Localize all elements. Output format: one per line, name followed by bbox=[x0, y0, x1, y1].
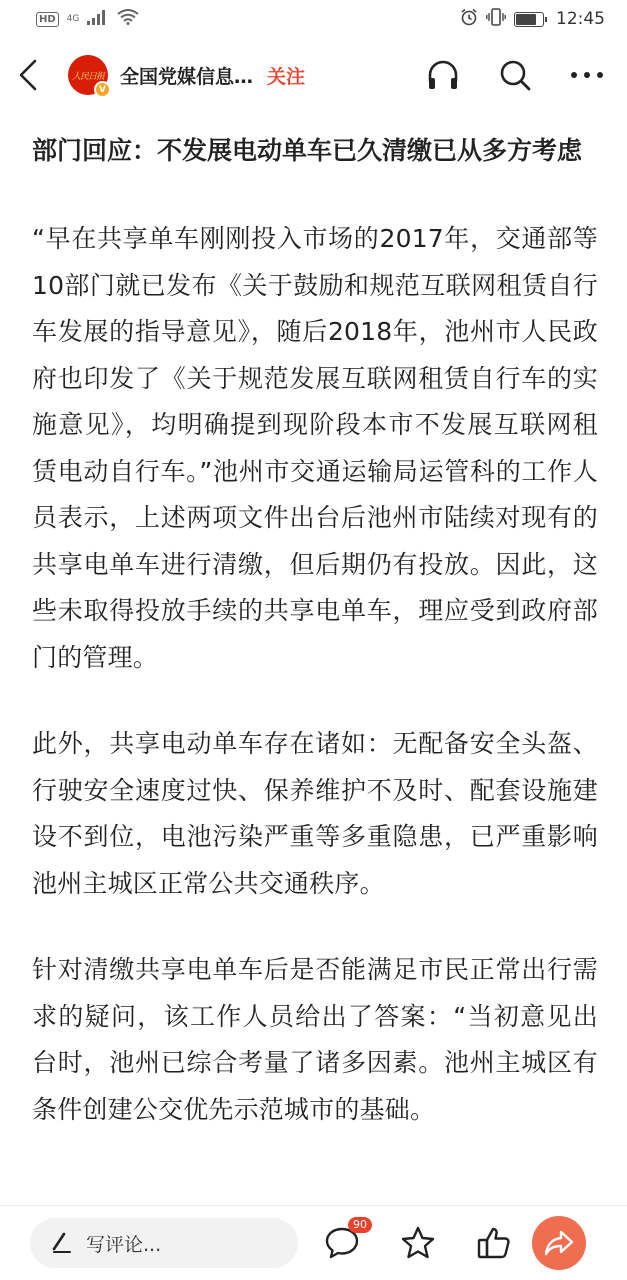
chevron-left-icon bbox=[18, 59, 38, 91]
bottom-action-bar bbox=[0, 1206, 627, 1280]
comment-count-badge: 90 bbox=[348, 1217, 372, 1233]
vibrate-icon bbox=[486, 8, 506, 30]
back-button[interactable] bbox=[18, 52, 54, 98]
follow-button[interactable]: 关注 bbox=[267, 65, 306, 88]
comments-button[interactable] bbox=[322, 1218, 367, 1263]
pen-icon bbox=[50, 1232, 72, 1254]
share-arrow-icon bbox=[544, 1230, 574, 1256]
signal-icon bbox=[87, 9, 109, 29]
star-icon bbox=[400, 1225, 436, 1261]
article-paragraph: “早在共享单车刚刚投入市场的2017年，交通部等10部门就已发布《关于鼓励和规范互联网租赁自行车发展的指导意见》，随后2018年，池州市人民政府也印发了《关于规范发展互联网租赁自行车的实施意见》，均明确提到现阶段本市不发展互联网租赁电动自行车。”池州市交通运输局运管科的工作人员表示，上述两项文件出台后池州市陆续对现有的共享电单车进行清缴，但后期仍有投放。因此，这些未取得投放手续的共享电单车，理应受到政府部门的管理。 bbox=[32, 224, 598, 672]
listen-button[interactable] bbox=[425, 57, 461, 93]
share-button[interactable] bbox=[532, 1216, 586, 1270]
status-left bbox=[36, 9, 139, 29]
article-header bbox=[0, 42, 627, 108]
status-bar bbox=[0, 0, 627, 38]
comment-input[interactable] bbox=[30, 1218, 298, 1268]
headphones-icon bbox=[426, 59, 460, 91]
article-paragraph: 此外，共享电动单车存在诸如：无配备安全头盔、行驶安全速度过快、保养维护不及时、配套设施建设不到位，电池污染严重等多重隐患，已严重影响池州主城区正常公共交通秩序。 bbox=[32, 729, 598, 898]
source-name[interactable]: 全国党媒信息… bbox=[120, 65, 254, 88]
network-label: 4G bbox=[66, 14, 80, 24]
avatar-logo-text: 人民日报 bbox=[71, 71, 104, 82]
source-avatar[interactable] bbox=[68, 55, 108, 95]
status-right bbox=[460, 8, 605, 30]
status-time: 12:45 bbox=[556, 9, 605, 29]
favorite-button[interactable] bbox=[398, 1223, 438, 1263]
alarm-icon bbox=[460, 8, 478, 30]
battery-fill bbox=[516, 14, 536, 25]
comment-placeholder: 写评论... bbox=[86, 1233, 162, 1256]
like-button[interactable] bbox=[474, 1223, 514, 1263]
article-body bbox=[32, 120, 598, 1133]
article-title: 部门回应：不发展电动单车已久清缴已从多方考虑 bbox=[32, 136, 583, 165]
search-icon bbox=[498, 58, 532, 92]
verified-badge: V bbox=[94, 81, 111, 98]
wifi-icon bbox=[117, 9, 139, 29]
more-dots-icon bbox=[570, 71, 604, 79]
battery-icon bbox=[514, 12, 544, 27]
header-actions bbox=[425, 57, 609, 93]
search-button[interactable] bbox=[497, 57, 533, 93]
article-paragraph: 针对清缴共享电单车后是否能满足市民正常出行需求的疑问，该工作人员给出了答案：“当初意见出台时，池州已综合考量了诸多因素。池州主城区有条件创建公交优先示范城市的基础。 bbox=[32, 955, 598, 1124]
more-button[interactable] bbox=[569, 57, 605, 93]
thumbs-up-icon bbox=[476, 1225, 512, 1261]
hd-badge: HD bbox=[36, 12, 59, 27]
bottom-actions bbox=[322, 1218, 514, 1263]
